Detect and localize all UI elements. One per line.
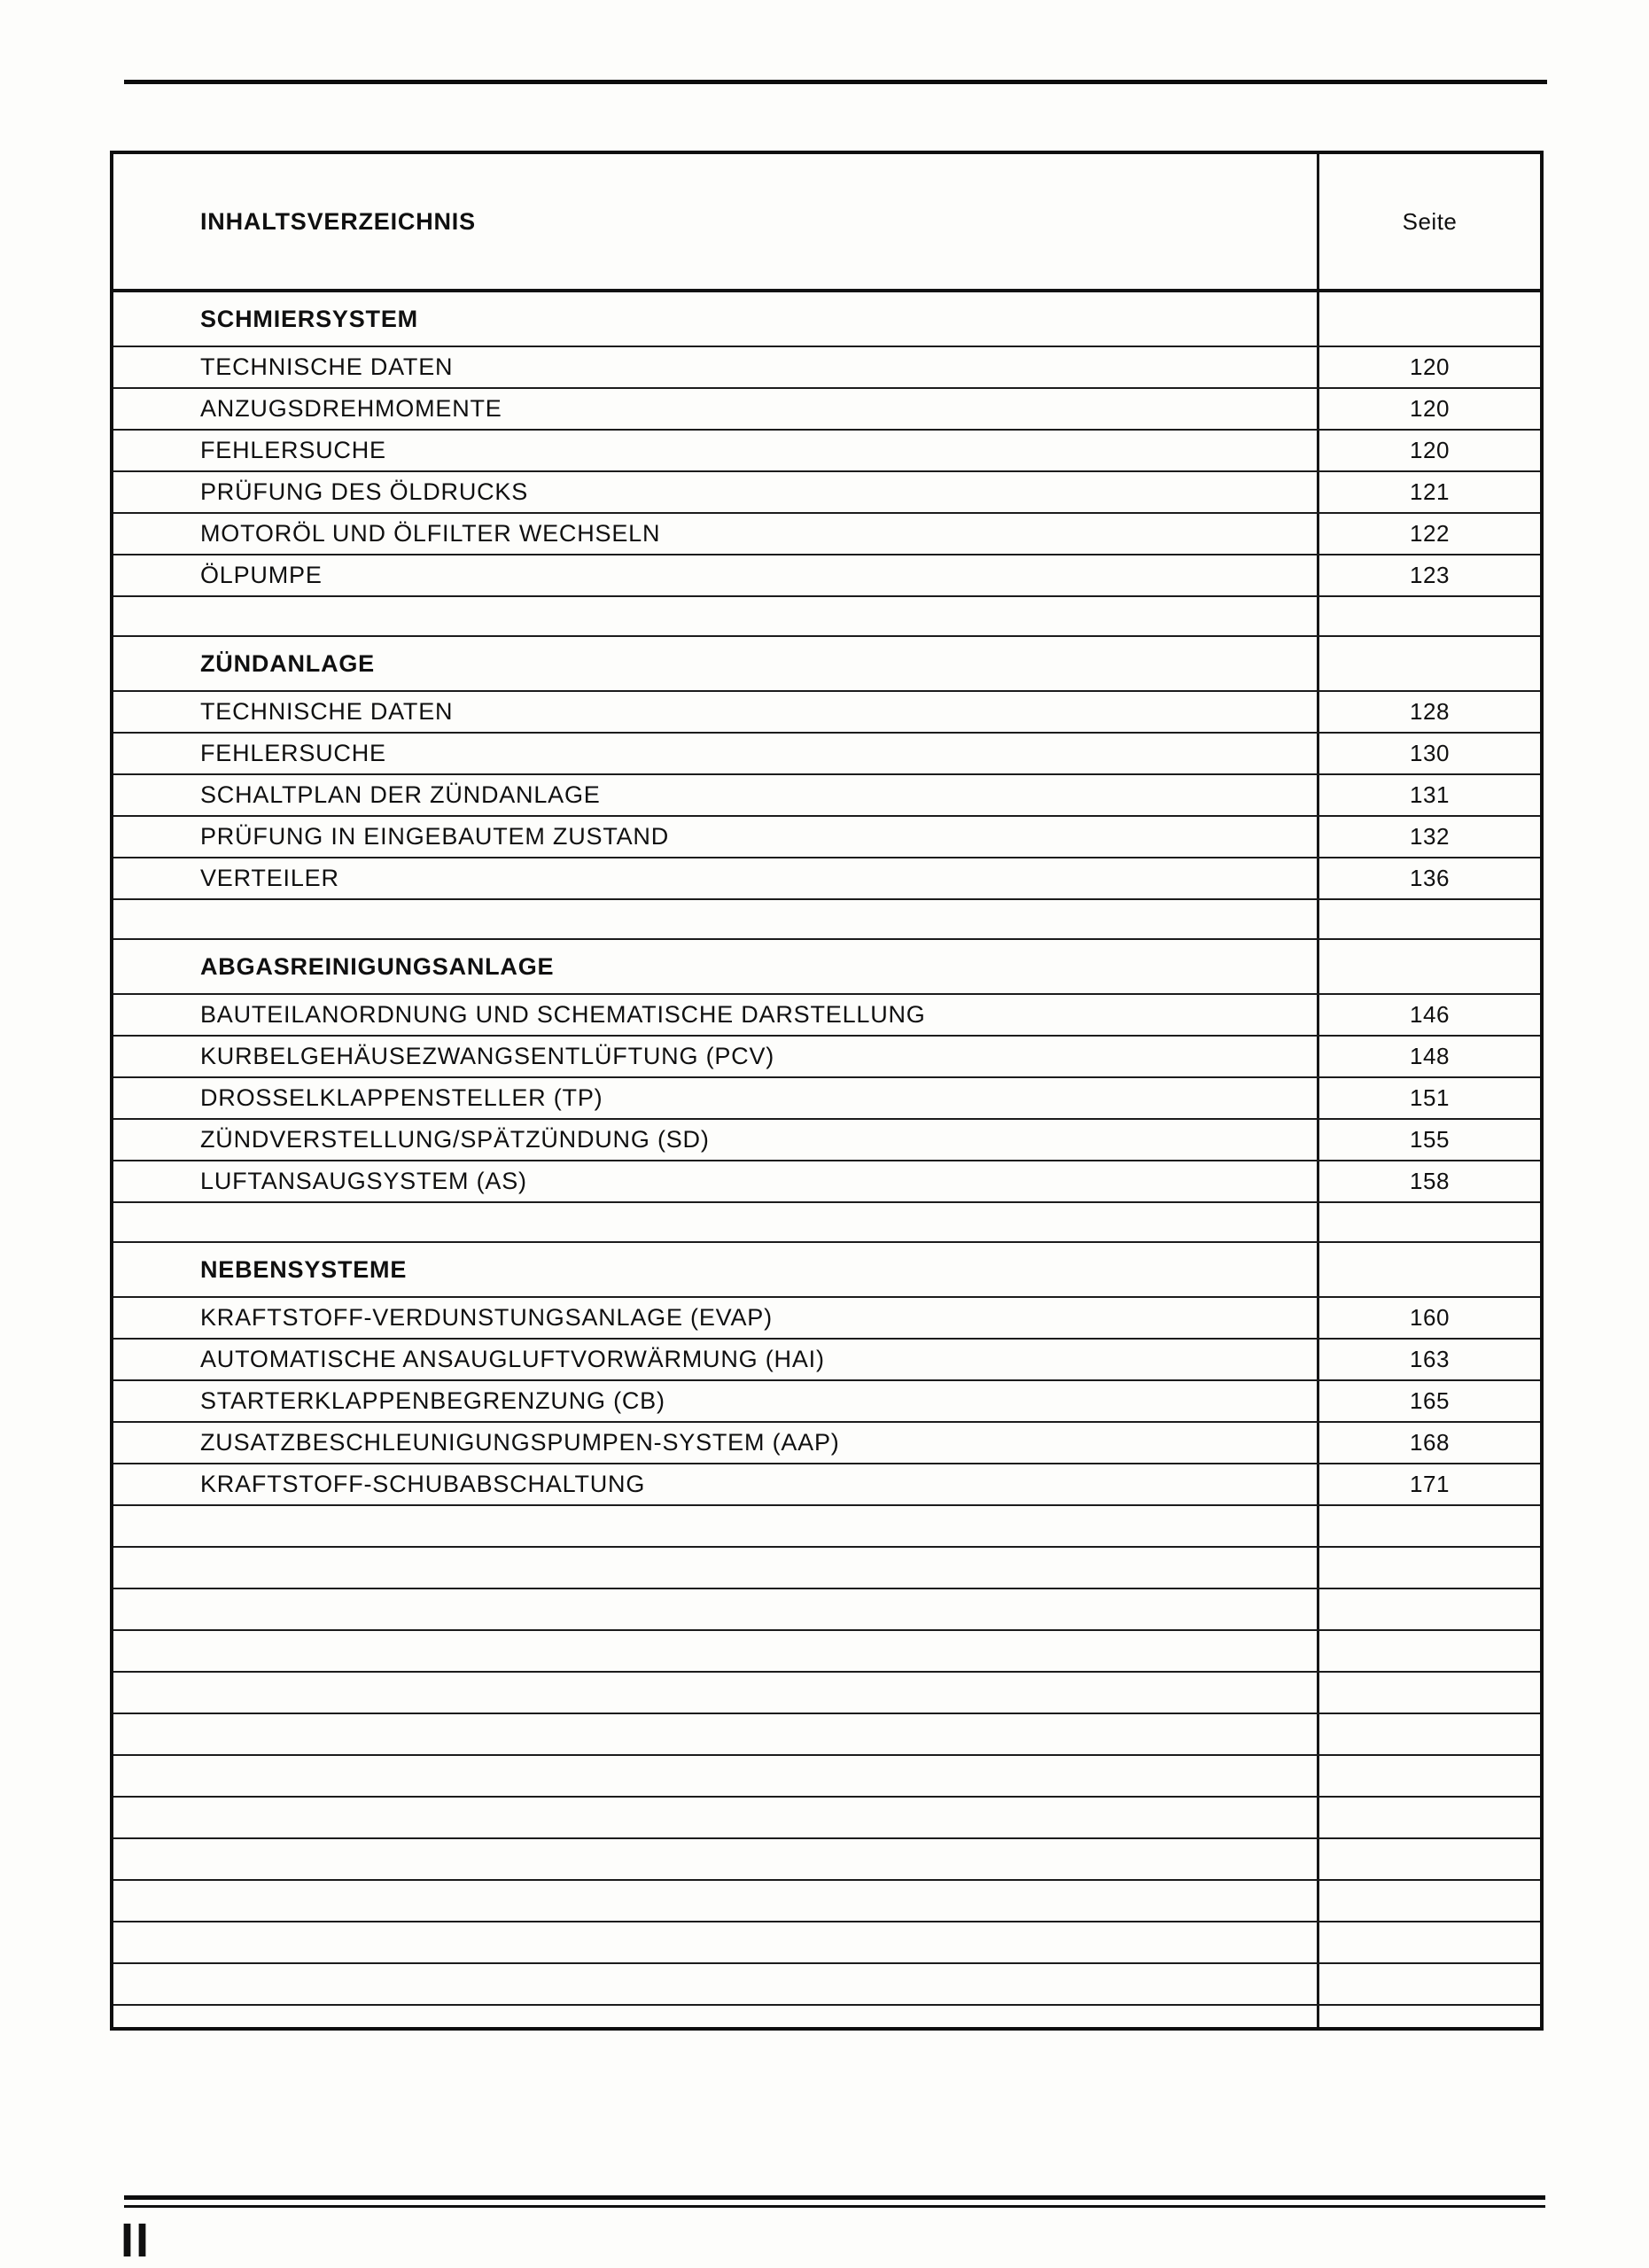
toc-spacer-page-cell (1317, 1203, 1540, 1241)
toc-item-label: MOTORÖL UND ÖLFILTER WECHSELN (200, 520, 661, 547)
toc-empty-row (113, 1964, 1540, 2006)
toc-item-page: 128 (1317, 692, 1540, 732)
toc-spacer-page-cell (1317, 597, 1540, 635)
toc-item-page: 171 (1317, 1464, 1540, 1504)
toc-empty-row (113, 1756, 1540, 1798)
toc-item-page: 163 (1317, 1340, 1540, 1379)
toc-item-label: ÖLPUMPE (200, 562, 323, 588)
toc-empty-page-cell (1317, 1881, 1540, 1921)
toc-item-page: 122 (1317, 514, 1540, 554)
toc-spacer-cell (113, 1203, 1317, 1241)
toc-empty-cell (113, 1964, 1317, 2004)
toc-section-page-cell (1317, 292, 1540, 346)
page-number: II (121, 2214, 152, 2267)
toc-empty-page-cell (1317, 1922, 1540, 1962)
toc-item-page: 123 (1317, 555, 1540, 595)
toc-item-row (113, 692, 1540, 734)
toc-filler-cell (113, 2006, 1317, 2027)
toc-section-title: ABGASREINIGUNGSANLAGE (200, 952, 555, 980)
toc-section-row (113, 637, 1540, 692)
toc-item-page: 132 (1317, 817, 1540, 857)
toc-empty-row (113, 1714, 1540, 1756)
toc-spacer-cell (113, 597, 1317, 635)
toc-empty-page-cell (1317, 1798, 1540, 1837)
toc-empty-page-cell (1317, 1506, 1540, 1546)
toc-item-page: 146 (1317, 995, 1540, 1035)
toc-item-label: VERTEILER (200, 865, 339, 891)
toc-item-row (113, 514, 1540, 555)
toc-empty-page-cell (1317, 1714, 1540, 1754)
toc-empty-row (113, 1589, 1540, 1631)
footer-rule-top (124, 2195, 1545, 2200)
toc-empty-cell (113, 1506, 1317, 1546)
toc-empty-page-cell (1317, 1673, 1540, 1713)
toc-header-row (113, 154, 1540, 292)
toc-table (110, 151, 1544, 2031)
toc-item-label: LUFTANSAUGSYSTEM (AS) (200, 1168, 527, 1194)
toc-spacer-row (113, 900, 1540, 940)
toc-item-row (113, 1120, 1540, 1161)
toc-item-page: 121 (1317, 472, 1540, 512)
toc-section-title: ZÜNDANLAGE (200, 649, 375, 677)
toc-section-page-cell (1317, 940, 1540, 993)
toc-section-row (113, 292, 1540, 347)
toc-section-page-cell (1317, 1243, 1540, 1296)
toc-item-row (113, 1423, 1540, 1464)
toc-item-page: 131 (1317, 775, 1540, 815)
toc-empty-page-cell (1317, 1964, 1540, 2004)
toc-item-row (113, 1037, 1540, 1078)
toc-item-page: 168 (1317, 1423, 1540, 1463)
toc-empty-cell (113, 1548, 1317, 1588)
toc-filler-row (113, 2006, 1540, 2027)
toc-item-row (113, 1340, 1540, 1381)
toc-item-row (113, 1464, 1540, 1506)
toc-item-row (113, 1078, 1540, 1120)
toc-empty-cell (113, 1839, 1317, 1879)
toc-empty-cell (113, 1922, 1317, 1962)
toc-section-row (113, 1243, 1540, 1298)
toc-spacer-page-cell (1317, 900, 1540, 938)
toc-empty-row (113, 1631, 1540, 1673)
toc-item-label: PRÜFUNG DES ÖLDRUCKS (200, 478, 529, 505)
toc-empty-page-cell (1317, 1839, 1540, 1879)
toc-item-label: TECHNISCHE DATEN (200, 698, 454, 725)
toc-item-page: 148 (1317, 1037, 1540, 1076)
toc-item-label: AUTOMATISCHE ANSAUGLUFTVORWÄRMUNG (HAI) (200, 1346, 825, 1372)
toc-empty-page-cell (1317, 1756, 1540, 1796)
toc-empty-page-cell (1317, 1548, 1540, 1588)
toc-empty-cell (113, 1589, 1317, 1629)
toc-item-row (113, 1161, 1540, 1203)
toc-item-page: 165 (1317, 1381, 1540, 1421)
toc-empty-row (113, 1922, 1540, 1964)
toc-item-page: 160 (1317, 1298, 1540, 1338)
toc-item-row (113, 555, 1540, 597)
toc-item-label: STARTERKLAPPENBEGRENZUNG (CB) (200, 1387, 665, 1414)
toc-item-row (113, 775, 1540, 817)
toc-item-page: 120 (1317, 431, 1540, 470)
toc-page-column-header: Seite (1317, 154, 1540, 289)
toc-item-label: BAUTEILANORDNUNG UND SCHEMATISCHE DARSTELLUNG (200, 1001, 926, 1028)
toc-item-page: 130 (1317, 734, 1540, 773)
toc-empty-row (113, 1548, 1540, 1589)
top-rule (124, 80, 1547, 84)
toc-spacer-cell (113, 900, 1317, 938)
toc-item-row (113, 995, 1540, 1037)
toc-empty-row (113, 1798, 1540, 1839)
toc-item-label: ANZUGSDREHMOMENTE (200, 395, 502, 422)
toc-empty-cell (113, 1798, 1317, 1837)
toc-item-row (113, 472, 1540, 514)
toc-item-label: KURBELGEHÄUSEZWANGSENTLÜFTUNG (PCV) (200, 1043, 775, 1069)
toc-item-label: KRAFTSTOFF-VERDUNSTUNGSANLAGE (EVAP) (200, 1304, 773, 1331)
toc-section-title: NEBENSYSTEME (200, 1255, 408, 1283)
toc-section-row (113, 940, 1540, 995)
toc-item-page: 120 (1317, 347, 1540, 387)
toc-empty-cell (113, 1714, 1317, 1754)
toc-item-row (113, 858, 1540, 900)
toc-item-page: 151 (1317, 1078, 1540, 1118)
toc-item-label: TECHNISCHE DATEN (200, 353, 454, 380)
footer-rule (124, 2195, 1545, 2208)
toc-item-row (113, 431, 1540, 472)
toc-empty-cell (113, 1631, 1317, 1671)
toc-item-label: ZUSATZBESCHLEUNIGUNGSPUMPEN-SYSTEM (AAP) (200, 1429, 840, 1456)
toc-spacer-row (113, 1203, 1540, 1243)
toc-item-row (113, 734, 1540, 775)
toc-empty-cell (113, 1756, 1317, 1796)
toc-title: INHALTSVERZEICHNIS (200, 207, 476, 235)
toc-item-row (113, 389, 1540, 431)
toc-item-page: 158 (1317, 1161, 1540, 1201)
toc-item-page: 136 (1317, 858, 1540, 898)
toc-empty-row (113, 1673, 1540, 1714)
toc-section-title: SCHMIERSYSTEM (200, 305, 418, 332)
toc-empty-cell (113, 1881, 1317, 1921)
toc-empty-row (113, 1506, 1540, 1548)
toc-item-row (113, 347, 1540, 389)
toc-item-label: FEHLERSUCHE (200, 437, 386, 463)
toc-item-row (113, 1381, 1540, 1423)
toc-item-label: ZÜNDVERSTELLUNG/SPÄTZÜNDUNG (SD) (200, 1126, 710, 1153)
toc-item-label: SCHALTPLAN DER ZÜNDANLAGE (200, 781, 601, 808)
footer-rule-bottom (124, 2205, 1545, 2208)
toc-empty-cell (113, 1673, 1317, 1713)
toc-item-row (113, 817, 1540, 858)
toc-item-page: 155 (1317, 1120, 1540, 1160)
toc-empty-page-cell (1317, 1631, 1540, 1671)
toc-item-label: FEHLERSUCHE (200, 740, 386, 766)
toc-empty-page-cell (1317, 1589, 1540, 1629)
toc-empty-row (113, 1839, 1540, 1881)
toc-item-label: KRAFTSTOFF-SCHUBABSCHALTUNG (200, 1471, 646, 1497)
toc-item-label: PRÜFUNG IN EINGEBAUTEM ZUSTAND (200, 823, 670, 850)
toc-spacer-row (113, 597, 1540, 637)
toc-item-row (113, 1298, 1540, 1340)
toc-filler-page-cell (1317, 2006, 1540, 2027)
toc-item-label: DROSSELKLAPPENSTELLER (TP) (200, 1084, 603, 1111)
toc-section-page-cell (1317, 637, 1540, 690)
toc-item-page: 120 (1317, 389, 1540, 429)
toc-empty-row (113, 1881, 1540, 1922)
